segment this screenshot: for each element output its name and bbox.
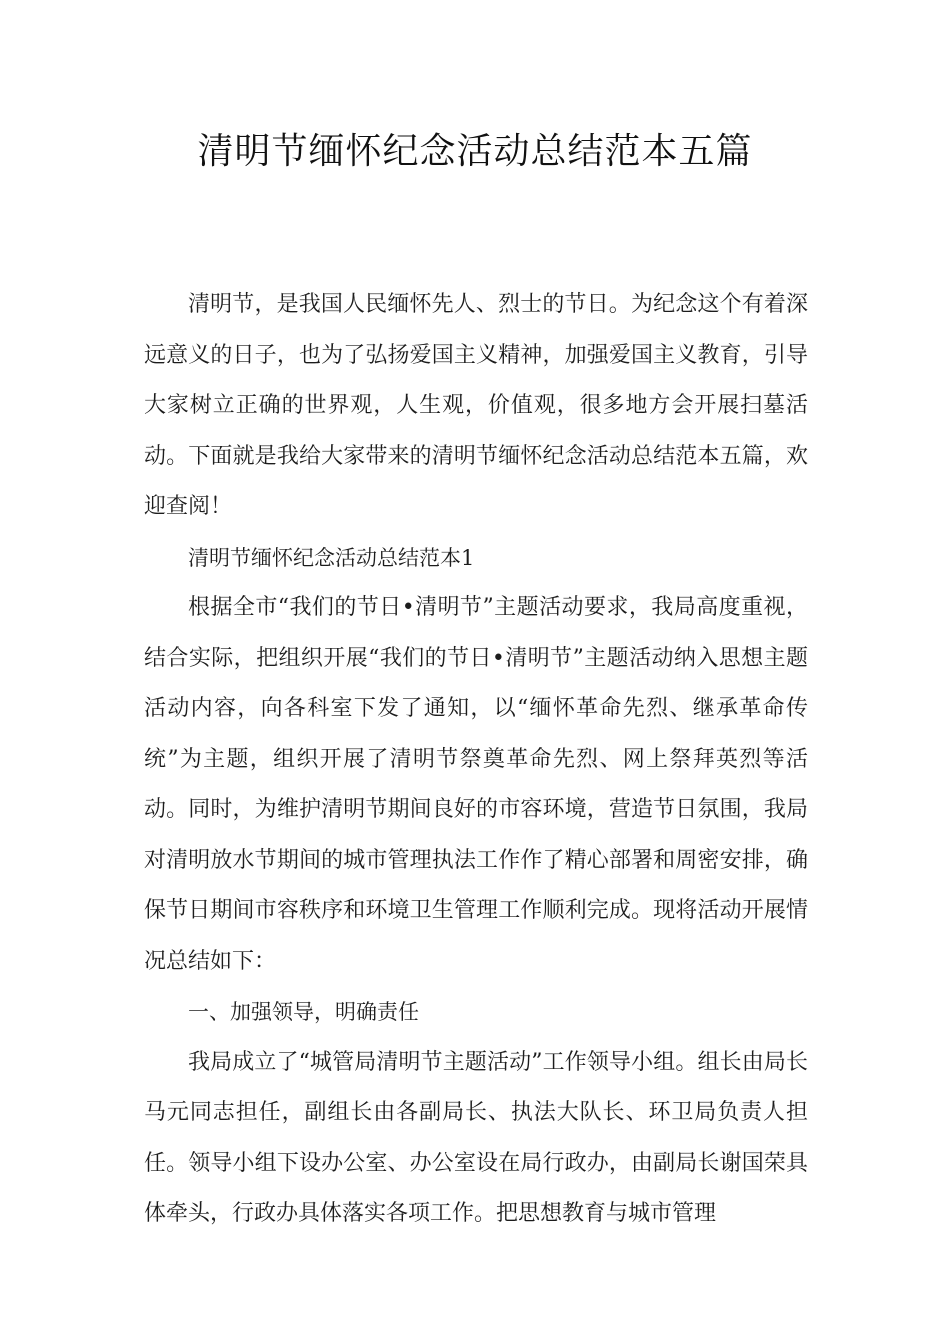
document-title: 清明节缅怀纪念活动总结范本五篇 [197, 131, 753, 172]
section-heading: 一、加强领导，明确责任 [188, 1000, 419, 1024]
document-body [144, 280, 808, 1240]
body-paragraph: 我局成立了“城管局清明节主题活动”工作领导小组。组长由局长马元同志担任，副组长由各副局长、执法大队长、环卫局负责人担任。领导小组下设办公室、办公室设在局行政办，由副局长谢国荣具体牵头，行政办具体落实各项工作。把思想教育与城市管理 [144, 1049, 808, 1226]
body-paragraph: 根据全市“我们的节日•清明节”主题活动要求，我局高度重视，结合实际，把组织开展“我们的节日•清明节”主题活动纳入思想主题活动内容，向各科室下发了通知，以“缅怀革命先烈、继承革命传统”为主题，组织开展了清明节祭奠革命先烈、网上祭拜英烈等活动。同时，为维护清明节期间良好的市容环境，营造节日氛围，我局对清明放水节期间的城市管理执法工作作了精心部署和周密安排，确保节日期间市容秩序和环境卫生管理工作顺利完成。现将活动开展情况总结如下： [144, 595, 808, 974]
section-title: 清明节缅怀纪念活动总结范本1 [188, 545, 475, 570]
intro-paragraph: 清明节，是我国人民缅怀先人、烈士的节日。为纪念这个有着深远意义的日子，也为了弘扬爱国主义精神，加强爱国主义教育，引导大家树立正确的世界观，人生观，价值观，很多地方会开展扫墓活动。下面就是我给大家带来的清明节缅怀纪念活动总结范本五篇，欢迎查阅！ [144, 292, 808, 519]
